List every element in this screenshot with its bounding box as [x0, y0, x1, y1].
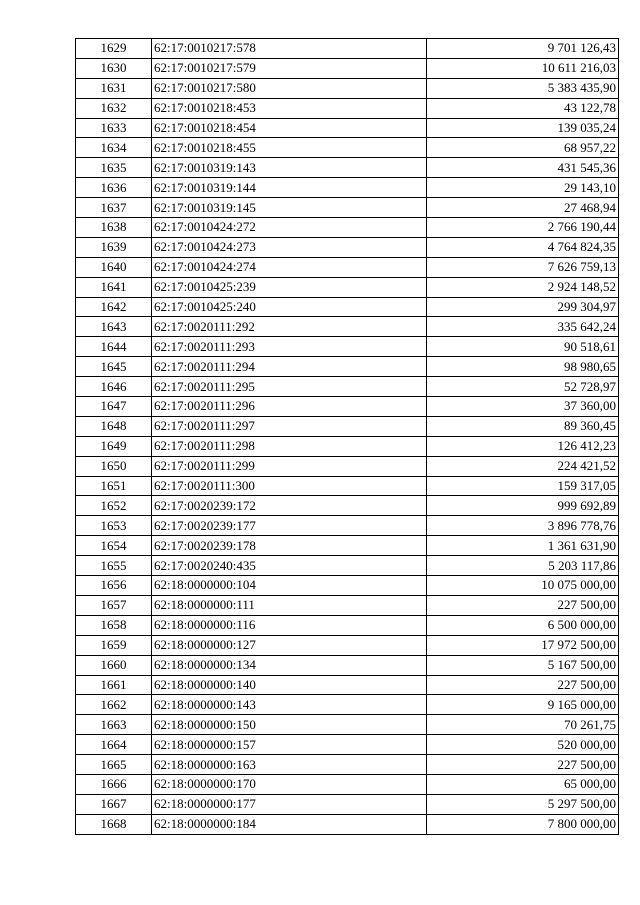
table-row: [76, 516, 619, 536]
cadastral-value-cell: 10 075 000,00: [427, 576, 619, 596]
table-row: [76, 655, 619, 675]
cadastral-value-cell: 68 957,22: [427, 138, 619, 158]
row-number-cell: 1639: [76, 237, 152, 257]
cadastral-value-cell: 90 518,61: [427, 337, 619, 357]
table-row: [76, 337, 619, 357]
cadastral-value-cell: 126 412,23: [427, 436, 619, 456]
cadastral-number-cell: 62:17:0020111:295: [152, 377, 427, 397]
cadastral-value-cell: 2 766 190,44: [427, 218, 619, 238]
table-row: [76, 436, 619, 456]
row-number-cell: 1664: [76, 735, 152, 755]
cadastral-value-cell: 17 972 500,00: [427, 635, 619, 655]
row-number-cell: 1647: [76, 397, 152, 417]
cadastral-number-cell: 62:17:0020239:178: [152, 536, 427, 556]
row-number-cell: 1650: [76, 456, 152, 476]
cadastral-value-cell: 29 143,10: [427, 178, 619, 198]
table-row: [76, 556, 619, 576]
cadastral-number-cell: 62:17:0010217:579: [152, 58, 427, 78]
row-number-cell: 1638: [76, 218, 152, 238]
row-number-cell: 1655: [76, 556, 152, 576]
row-number-cell: 1637: [76, 198, 152, 218]
row-number-cell: 1661: [76, 675, 152, 695]
row-number-cell: 1629: [76, 39, 152, 59]
cadastral-value-cell: 5 203 117,86: [427, 556, 619, 576]
table-row: [76, 397, 619, 417]
cadastral-number-cell: 62:17:0010319:144: [152, 178, 427, 198]
table-row: [76, 774, 619, 794]
row-number-cell: 1667: [76, 794, 152, 814]
cadastral-value-cell: 9 165 000,00: [427, 695, 619, 715]
cadastral-value-cell: 65 000,00: [427, 774, 619, 794]
row-number-cell: 1657: [76, 595, 152, 615]
row-number-cell: 1642: [76, 297, 152, 317]
cadastral-value-cell: 5 383 435,90: [427, 78, 619, 98]
table-row: [76, 78, 619, 98]
row-number-cell: 1641: [76, 277, 152, 297]
table-row: [76, 695, 619, 715]
cadastral-number-cell: 62:17:0020111:300: [152, 476, 427, 496]
cadastral-number-cell: 62:17:0010218:455: [152, 138, 427, 158]
table-row: [76, 576, 619, 596]
cadastral-value-cell: 1 361 631,90: [427, 536, 619, 556]
cadastral-value-cell: 5 167 500,00: [427, 655, 619, 675]
cadastral-value-cell: 27 468,94: [427, 198, 619, 218]
table-row: [76, 317, 619, 337]
cadastral-number-cell: 62:18:0000000:111: [152, 595, 427, 615]
row-number-cell: 1659: [76, 635, 152, 655]
cadastral-number-cell: 62:17:0010424:273: [152, 237, 427, 257]
row-number-cell: 1633: [76, 118, 152, 138]
cadastral-number-cell: 62:18:0000000:104: [152, 576, 427, 596]
cadastral-value-cell: 52 728,97: [427, 377, 619, 397]
row-number-cell: 1668: [76, 814, 152, 834]
table-row: [76, 456, 619, 476]
table-row: [76, 377, 619, 397]
row-number-cell: 1631: [76, 78, 152, 98]
row-number-cell: 1651: [76, 476, 152, 496]
row-number-cell: 1640: [76, 257, 152, 277]
table-row: [76, 138, 619, 158]
table-row: [76, 755, 619, 775]
table-row: [76, 536, 619, 556]
cadastral-value-cell: 2 924 148,52: [427, 277, 619, 297]
cadastral-value-cell: 159 317,05: [427, 476, 619, 496]
cadastral-value-cell: 6 500 000,00: [427, 615, 619, 635]
table-row: [76, 98, 619, 118]
row-number-cell: 1656: [76, 576, 152, 596]
row-number-cell: 1643: [76, 317, 152, 337]
cadastral-number-cell: 62:17:0010218:453: [152, 98, 427, 118]
cadastral-number-cell: 62:18:0000000:134: [152, 655, 427, 675]
row-number-cell: 1634: [76, 138, 152, 158]
cadastral-value-cell: 10 611 216,03: [427, 58, 619, 78]
cadastral-number-cell: 62:17:0020111:298: [152, 436, 427, 456]
table-row: [76, 675, 619, 695]
cadastral-value-cell: 9 701 126,43: [427, 39, 619, 59]
cadastral-value-cell: 37 360,00: [427, 397, 619, 417]
cadastral-number-cell: 62:17:0010319:145: [152, 198, 427, 218]
row-number-cell: 1636: [76, 178, 152, 198]
cadastral-value-cell: 431 545,36: [427, 158, 619, 178]
cadastral-value-cell: 7 626 759,13: [427, 257, 619, 277]
table-row: [76, 814, 619, 834]
cadastral-number-cell: 62:17:0010217:580: [152, 78, 427, 98]
row-number-cell: 1654: [76, 536, 152, 556]
cadastral-number-cell: 62:18:0000000:143: [152, 695, 427, 715]
cadastral-value-cell: 70 261,75: [427, 715, 619, 735]
cadastral-value-cell: 299 304,97: [427, 297, 619, 317]
cadastral-number-cell: 62:18:0000000:116: [152, 615, 427, 635]
table-row: [76, 715, 619, 735]
cadastral-number-cell: 62:17:0020111:294: [152, 357, 427, 377]
table-row: [76, 58, 619, 78]
cadastral-value-cell: 999 692,89: [427, 496, 619, 516]
table-row: [76, 735, 619, 755]
cadastral-number-cell: 62:18:0000000:170: [152, 774, 427, 794]
cadastral-number-cell: 62:17:0020111:296: [152, 397, 427, 417]
table-row: [76, 277, 619, 297]
row-number-cell: 1666: [76, 774, 152, 794]
cadastral-value-cell: 3 896 778,76: [427, 516, 619, 536]
cadastral-value-cell: 43 122,78: [427, 98, 619, 118]
cadastral-number-cell: 62:17:0020111:292: [152, 317, 427, 337]
cadastral-number-cell: 62:17:0020111:299: [152, 456, 427, 476]
cadastral-number-cell: 62:17:0020239:172: [152, 496, 427, 516]
cadastral-value-cell: 227 500,00: [427, 755, 619, 775]
cadastral-number-cell: 62:17:0010425:240: [152, 297, 427, 317]
row-number-cell: 1662: [76, 695, 152, 715]
table-row: [76, 357, 619, 377]
table-row: [76, 794, 619, 814]
table-row: [76, 635, 619, 655]
row-number-cell: 1648: [76, 416, 152, 436]
row-number-cell: 1665: [76, 755, 152, 775]
table-row: [76, 476, 619, 496]
cadastral-value-cell: 5 297 500,00: [427, 794, 619, 814]
row-number-cell: 1652: [76, 496, 152, 516]
cadastral-number-cell: 62:17:0010217:578: [152, 39, 427, 59]
table-row: [76, 198, 619, 218]
cadastral-number-cell: 62:17:0010424:272: [152, 218, 427, 238]
table-row: [76, 257, 619, 277]
row-number-cell: 1663: [76, 715, 152, 735]
cadastral-number-cell: 62:17:0010218:454: [152, 118, 427, 138]
table-row: [76, 416, 619, 436]
table-row: [76, 615, 619, 635]
cadastral-number-cell: 62:17:0020240:435: [152, 556, 427, 576]
cadastral-value-cell: 7 800 000,00: [427, 814, 619, 834]
cadastral-value-cell: 4 764 824,35: [427, 237, 619, 257]
cadastral-number-cell: 62:18:0000000:177: [152, 794, 427, 814]
table-body: [76, 39, 619, 835]
cadastral-number-cell: 62:18:0000000:157: [152, 735, 427, 755]
cadastral-number-cell: 62:17:0020111:293: [152, 337, 427, 357]
cadastral-value-cell: 139 035,24: [427, 118, 619, 138]
row-number-cell: 1632: [76, 98, 152, 118]
row-number-cell: 1646: [76, 377, 152, 397]
cadastral-value-cell: 224 421,52: [427, 456, 619, 476]
cadastral-number-cell: 62:18:0000000:184: [152, 814, 427, 834]
row-number-cell: 1649: [76, 436, 152, 456]
cadastral-value-cell: 520 000,00: [427, 735, 619, 755]
cadastral-number-cell: 62:18:0000000:150: [152, 715, 427, 735]
row-number-cell: 1645: [76, 357, 152, 377]
cadastral-number-cell: 62:17:0010424:274: [152, 257, 427, 277]
cadastral-value-cell: 335 642,24: [427, 317, 619, 337]
cadastral-number-cell: 62:17:0020111:297: [152, 416, 427, 436]
row-number-cell: 1644: [76, 337, 152, 357]
cadastral-value-cell: 227 500,00: [427, 595, 619, 615]
cadastral-value-cell: 89 360,45: [427, 416, 619, 436]
table-row: [76, 595, 619, 615]
row-number-cell: 1630: [76, 58, 152, 78]
cadastral-number-cell: 62:18:0000000:163: [152, 755, 427, 775]
cadastral-value-table: [75, 38, 619, 835]
row-number-cell: 1658: [76, 615, 152, 635]
row-number-cell: 1660: [76, 655, 152, 675]
row-number-cell: 1653: [76, 516, 152, 536]
table-row: [76, 237, 619, 257]
cadastral-number-cell: 62:18:0000000:127: [152, 635, 427, 655]
table-row: [76, 496, 619, 516]
cadastral-value-cell: 98 980,65: [427, 357, 619, 377]
table-row: [76, 39, 619, 59]
table-row: [76, 297, 619, 317]
cadastral-number-cell: 62:18:0000000:140: [152, 675, 427, 695]
cadastral-value-cell: 227 500,00: [427, 675, 619, 695]
cadastral-number-cell: 62:17:0020239:177: [152, 516, 427, 536]
table-row: [76, 158, 619, 178]
table-row: [76, 218, 619, 238]
cadastral-number-cell: 62:17:0010425:239: [152, 277, 427, 297]
cadastral-number-cell: 62:17:0010319:143: [152, 158, 427, 178]
row-number-cell: 1635: [76, 158, 152, 178]
table-row: [76, 178, 619, 198]
table-row: [76, 118, 619, 138]
